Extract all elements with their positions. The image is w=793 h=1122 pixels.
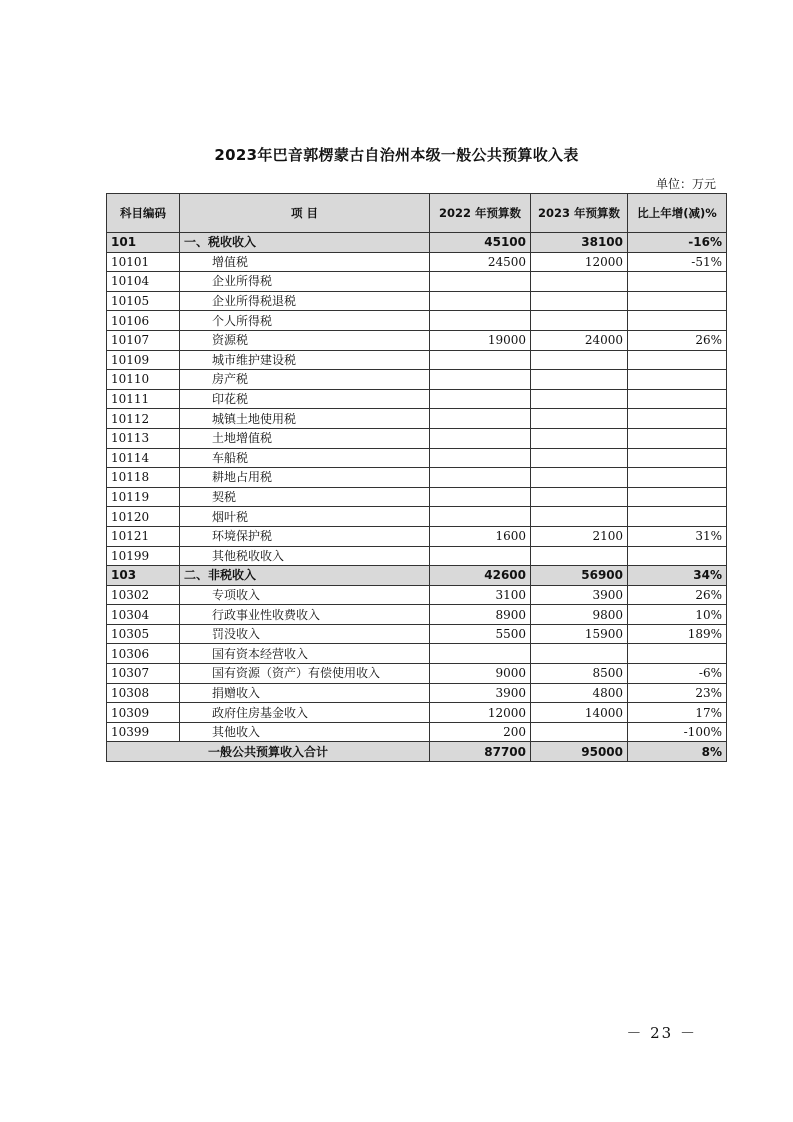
- row-name: 契税: [180, 487, 430, 507]
- row-code: 10199: [107, 546, 180, 566]
- row-change: [628, 546, 727, 566]
- row-change: 31%: [628, 526, 727, 546]
- row-code: 10399: [107, 722, 180, 742]
- row-change: [628, 350, 727, 370]
- row-code: 10114: [107, 448, 180, 468]
- row-name: 增值税: [180, 252, 430, 272]
- row-name: 城市维护建设税: [180, 350, 430, 370]
- row-change: [628, 644, 727, 664]
- row-2022: 200: [430, 722, 531, 742]
- row-change: [628, 428, 727, 448]
- table-row: [107, 722, 727, 742]
- row-name: 其他收入: [180, 722, 430, 742]
- row-name: 专项收入: [180, 585, 430, 605]
- row-code: 10113: [107, 428, 180, 448]
- row-2023: [531, 409, 628, 429]
- table-row: [107, 546, 727, 566]
- row-name: 环境保护税: [180, 526, 430, 546]
- row-2023: 15900: [531, 624, 628, 644]
- row-code: 101: [107, 233, 180, 253]
- row-change: [628, 389, 727, 409]
- row-change: 23%: [628, 683, 727, 703]
- total-row: [107, 742, 727, 762]
- row-2023: [531, 722, 628, 742]
- header-code: 科目编码: [107, 194, 180, 233]
- table-row: [107, 487, 727, 507]
- header-2022: 2022 年预算数: [430, 194, 531, 233]
- row-change: [628, 487, 727, 507]
- row-2022: [430, 311, 531, 331]
- table-row: [107, 624, 727, 644]
- row-2023: 8500: [531, 664, 628, 684]
- row-code: 10104: [107, 272, 180, 292]
- row-name: 罚没收入: [180, 624, 430, 644]
- row-name: 二、非税收入: [180, 566, 430, 586]
- row-2023: [531, 350, 628, 370]
- row-name: 企业所得税退税: [180, 291, 430, 311]
- row-2022: 45100: [430, 233, 531, 253]
- row-name: 政府住房基金收入: [180, 703, 430, 723]
- row-2022: 3900: [430, 683, 531, 703]
- row-2022: 12000: [430, 703, 531, 723]
- row-2023: 3900: [531, 585, 628, 605]
- row-2022: [430, 272, 531, 292]
- table-row: [107, 507, 727, 527]
- row-change: [628, 291, 727, 311]
- row-2022: [430, 291, 531, 311]
- row-name: 一、税收收入: [180, 233, 430, 253]
- row-2022: [430, 370, 531, 390]
- row-2023: [531, 644, 628, 664]
- section-row: [107, 566, 727, 586]
- row-change: 17%: [628, 703, 727, 723]
- row-2023: 38100: [531, 233, 628, 253]
- row-2023: 14000: [531, 703, 628, 723]
- row-change: [628, 468, 727, 488]
- row-2023: [531, 448, 628, 468]
- row-2022: 24500: [430, 252, 531, 272]
- row-change: [628, 272, 727, 292]
- row-change: [628, 370, 727, 390]
- row-2023: 56900: [531, 566, 628, 586]
- row-code: 10109: [107, 350, 180, 370]
- row-name: 资源税: [180, 330, 430, 350]
- row-change: -100%: [628, 722, 727, 742]
- row-2022: 19000: [430, 330, 531, 350]
- row-2023: [531, 311, 628, 331]
- row-2023: 2100: [531, 526, 628, 546]
- table-row: [107, 291, 727, 311]
- row-code: 10105: [107, 291, 180, 311]
- row-2023: [531, 507, 628, 527]
- table-row: [107, 370, 727, 390]
- table-row: [107, 526, 727, 546]
- row-code: 10305: [107, 624, 180, 644]
- table-row: [107, 350, 727, 370]
- table-header-row: [107, 194, 727, 233]
- row-2022: [430, 448, 531, 468]
- row-code: 10119: [107, 487, 180, 507]
- row-2022: 42600: [430, 566, 531, 586]
- row-name: 国有资本经营收入: [180, 644, 430, 664]
- row-name: 城镇土地使用税: [180, 409, 430, 429]
- total-label: 一般公共预算收入合计: [107, 742, 430, 762]
- row-code: 10307: [107, 664, 180, 684]
- total-change: 8%: [628, 742, 727, 762]
- row-change: [628, 311, 727, 331]
- row-code: 10302: [107, 585, 180, 605]
- header-2023: 2023 年预算数: [531, 194, 628, 233]
- row-2022: [430, 409, 531, 429]
- row-name: 烟叶税: [180, 507, 430, 527]
- page-number: － 23 －: [626, 1024, 697, 1042]
- row-name: 国有资源（资产）有偿使用收入: [180, 664, 430, 684]
- row-name: 车船税: [180, 448, 430, 468]
- row-name: 印花税: [180, 389, 430, 409]
- header-change: 比上年增(减)%: [628, 194, 727, 233]
- row-code: 10304: [107, 605, 180, 625]
- total-2022: 87700: [430, 742, 531, 762]
- row-change: 189%: [628, 624, 727, 644]
- table-row: [107, 272, 727, 292]
- table-row: [107, 683, 727, 703]
- row-name: 捐赠收入: [180, 683, 430, 703]
- row-2022: [430, 468, 531, 488]
- table-row: [107, 409, 727, 429]
- row-2023: [531, 546, 628, 566]
- row-name: 耕地占用税: [180, 468, 430, 488]
- row-2022: 5500: [430, 624, 531, 644]
- row-code: 10306: [107, 644, 180, 664]
- row-code: 10308: [107, 683, 180, 703]
- row-2022: 9000: [430, 664, 531, 684]
- row-change: -16%: [628, 233, 727, 253]
- row-2022: [430, 507, 531, 527]
- row-2023: 12000: [531, 252, 628, 272]
- table-row: [107, 703, 727, 723]
- table-row: [107, 389, 727, 409]
- row-change: 26%: [628, 585, 727, 605]
- section-row: [107, 233, 727, 253]
- row-name: 土地增值税: [180, 428, 430, 448]
- header-item: 项 目: [180, 194, 430, 233]
- row-code: 10106: [107, 311, 180, 331]
- row-code: 10120: [107, 507, 180, 527]
- row-2022: [430, 644, 531, 664]
- table-row: [107, 664, 727, 684]
- row-code: 103: [107, 566, 180, 586]
- row-2022: [430, 487, 531, 507]
- row-name: 房产税: [180, 370, 430, 390]
- row-code: 10309: [107, 703, 180, 723]
- table-row: [107, 585, 727, 605]
- row-change: [628, 507, 727, 527]
- row-code: 10107: [107, 330, 180, 350]
- table-row: [107, 644, 727, 664]
- row-2023: 9800: [531, 605, 628, 625]
- row-2022: [430, 546, 531, 566]
- row-2022: [430, 350, 531, 370]
- row-change: [628, 409, 727, 429]
- row-2023: [531, 272, 628, 292]
- row-2022: 3100: [430, 585, 531, 605]
- table-row: [107, 311, 727, 331]
- row-code: 10101: [107, 252, 180, 272]
- table-row: [107, 330, 727, 350]
- row-change: 10%: [628, 605, 727, 625]
- row-change: 26%: [628, 330, 727, 350]
- total-2023: 95000: [531, 742, 628, 762]
- row-name: 企业所得税: [180, 272, 430, 292]
- row-code: 10110: [107, 370, 180, 390]
- row-2022: [430, 428, 531, 448]
- row-2023: 24000: [531, 330, 628, 350]
- row-2022: 8900: [430, 605, 531, 625]
- row-2023: [531, 370, 628, 390]
- row-change: [628, 448, 727, 468]
- row-2022: 1600: [430, 526, 531, 546]
- row-code: 10112: [107, 409, 180, 429]
- row-name: 其他税收收入: [180, 546, 430, 566]
- table-row: [107, 468, 727, 488]
- row-2023: [531, 428, 628, 448]
- row-code: 10121: [107, 526, 180, 546]
- unit-label: 单位：万元: [655, 177, 716, 191]
- table-row: [107, 252, 727, 272]
- table-row: [107, 448, 727, 468]
- row-2023: 4800: [531, 683, 628, 703]
- row-name: 行政事业性收费收入: [180, 605, 430, 625]
- row-2022: [430, 389, 531, 409]
- row-2023: [531, 487, 628, 507]
- row-change: -6%: [628, 664, 727, 684]
- table-row: [107, 605, 727, 625]
- row-code: 10118: [107, 468, 180, 488]
- row-2023: [531, 468, 628, 488]
- row-2023: [531, 389, 628, 409]
- row-2023: [531, 291, 628, 311]
- row-code: 10111: [107, 389, 180, 409]
- budget-table: [106, 193, 727, 762]
- row-name: 个人所得税: [180, 311, 430, 331]
- row-change: -51%: [628, 252, 727, 272]
- table-row: [107, 428, 727, 448]
- row-change: 34%: [628, 566, 727, 586]
- page-title: 2023年巴音郭楞蒙古自治州本级一般公共预算收入表: [214, 146, 579, 164]
